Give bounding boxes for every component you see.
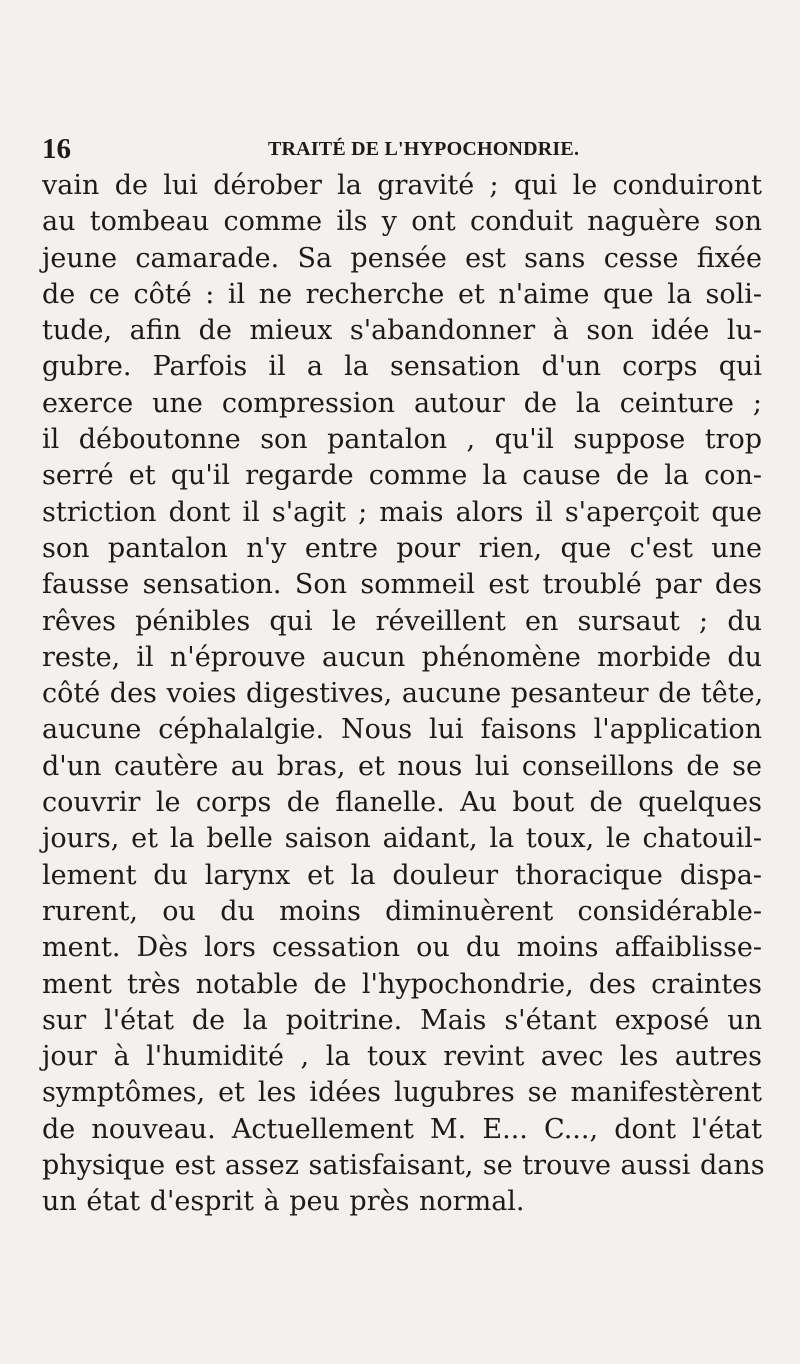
- running-title: TRAITÉ DE L'HYPOCHONDRIE.: [268, 138, 580, 160]
- page-number: 16: [42, 133, 71, 165]
- text-line: son pantalon n'y entre pour rien, que c'est une: [42, 532, 762, 564]
- text-line: rêves pénibles qui le réveillent en sursaut ; du: [42, 605, 762, 637]
- text-line: striction dont il s'agit ; mais alors il s'aperçoit que: [42, 496, 762, 528]
- text-line: aucune céphalalgie. Nous lui faisons l'application: [42, 714, 762, 746]
- text-line: gubre. Parfois il a la sensation d'un corps qui: [42, 351, 762, 383]
- text-line: reste, il n'éprouve aucun phénomène morbide du: [42, 641, 762, 673]
- text-line: de nouveau. Actuellement M. E... C..., dont l'état: [42, 1113, 762, 1145]
- text-line: au tombeau comme ils y ont conduit naguère son: [42, 206, 762, 238]
- text-line: ment. Dès lors cessation ou du moins affaiblisse-: [42, 932, 762, 964]
- text-line: physique est assez satisfaisant, se trouve aussi dans: [42, 1150, 765, 1182]
- text-line: jour à l'humidité , la toux revint avec les autres: [42, 1041, 762, 1073]
- text-line: il déboutonne son pantalon , qu'il suppose trop: [42, 424, 762, 456]
- text-line: serré et qu'il regarde comme la cause de la con-: [42, 460, 762, 492]
- text-line: symptômes, et les idées lugubres se manifestèrent: [42, 1077, 762, 1109]
- text-line: un état d'esprit à peu près normal.: [42, 1186, 525, 1218]
- text-line: jours, et la belle saison aidant, la toux, le chatouil-: [42, 823, 762, 855]
- text-line: fausse sensation. Son sommeil est troublé par des: [42, 569, 762, 601]
- page-header: [42, 132, 732, 166]
- text-line: exerce une compression autour de la ceinture ;: [42, 387, 762, 419]
- text-line: lement du larynx et la douleur thoracique dispa-: [42, 859, 762, 891]
- body-text: [42, 168, 765, 1221]
- text-line: rurent, ou du moins diminuèrent considérable-: [42, 895, 762, 927]
- text-line: jeune camarade. Sa pensée est sans cesse fixée: [42, 242, 762, 274]
- text-line: couvrir le corps de flanelle. Au bout de quelques: [42, 787, 762, 819]
- text-line: de ce côté : il ne recherche et n'aime que la soli-: [42, 278, 762, 310]
- text-line: côté des voies digestives, aucune pesanteur de tête,: [42, 678, 764, 710]
- text-line: tude, afin de mieux s'abandonner à son idée lu-: [42, 315, 762, 347]
- text-line: ment très notable de l'hypochondrie, des craintes: [42, 968, 762, 1000]
- text-line: sur l'état de la poitrine. Mais s'étant exposé un: [42, 1004, 762, 1036]
- text-line: d'un cautère au bras, et nous lui conseillons de se: [42, 750, 762, 782]
- text-line: vain de lui dérober la gravité ; qui le conduiront: [42, 170, 762, 201]
